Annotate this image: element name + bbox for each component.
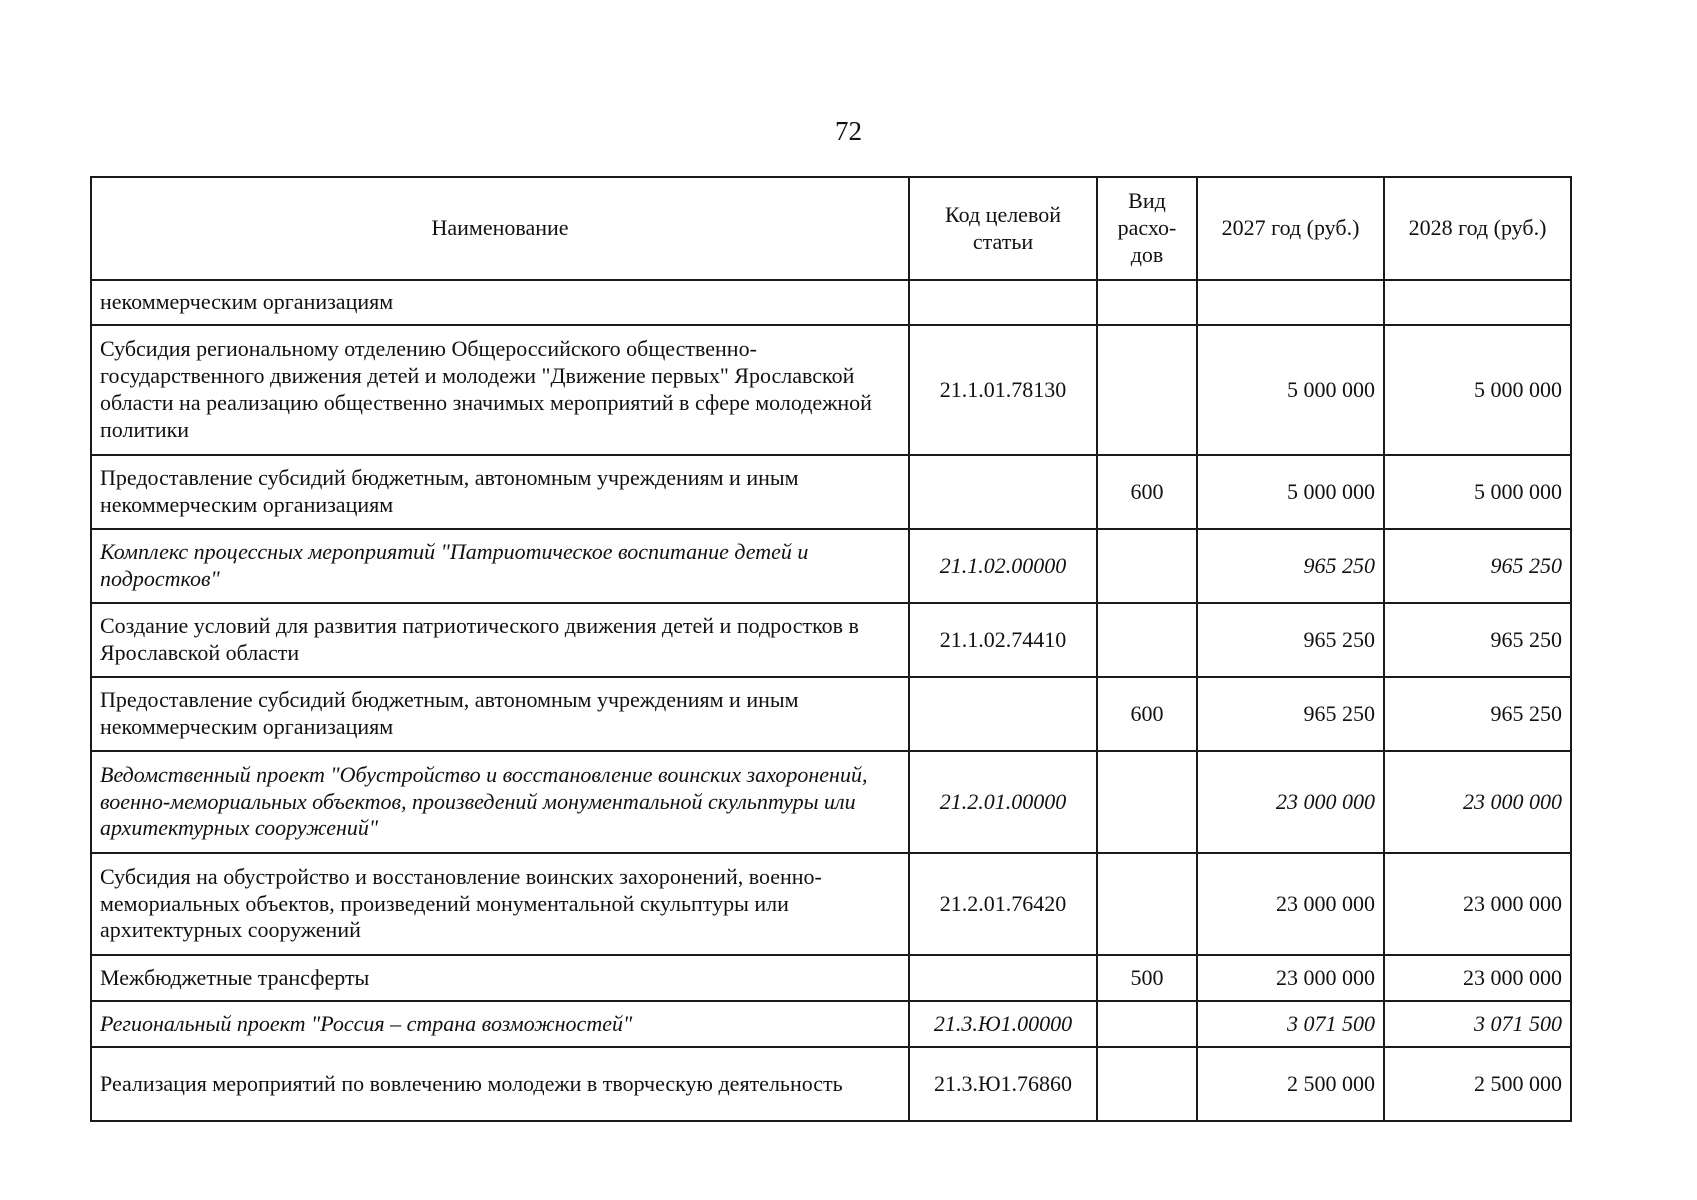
row-amount-2028: 23 000 000 [1384,751,1571,853]
row-expense-type: 500 [1097,955,1197,1001]
row-amount-2027: 5 000 000 [1197,455,1384,529]
table-row [91,853,1571,955]
row-amount-2027 [1197,280,1384,325]
row-name: Предоставление субсидий бюджетным, автономным учреждениям и иным некоммерческим организациям [91,677,909,751]
row-code [909,280,1097,325]
row-name: некоммерческим организациям [91,280,909,325]
row-expense-type [1097,853,1197,955]
table-header [91,177,1571,280]
row-amount-2028: 3 071 500 [1384,1001,1571,1047]
row-amount-2027: 5 000 000 [1197,325,1384,455]
row-code: 21.2.01.00000 [909,751,1097,853]
row-amount-2028: 965 250 [1384,603,1571,677]
row-amount-2028: 5 000 000 [1384,325,1571,455]
table-row [91,955,1571,1001]
row-amount-2027: 3 071 500 [1197,1001,1384,1047]
row-name: Субсидия на обустройство и восстановление воинских захоронений, военно-мемориальных объектов, произведений монументальной скульптуры или архитектурных сооружений [91,853,909,955]
budget-table [90,176,1572,1122]
row-code: 21.1.01.78130 [909,325,1097,455]
row-code [909,955,1097,1001]
row-code: 21.2.01.76420 [909,853,1097,955]
row-expense-type [1097,1047,1197,1121]
row-expense-type: 600 [1097,455,1197,529]
table-row [91,280,1571,325]
header-code: Код целевой статьи [909,177,1097,280]
row-expense-type [1097,325,1197,455]
row-amount-2028: 23 000 000 [1384,853,1571,955]
page-number: 72 [835,116,862,146]
row-amount-2028 [1384,280,1571,325]
row-name: Ведомственный проект "Обустройство и восстановление воинских захоронений, военно-мемориальных объектов, произведений монументальной скульптуры или архитектурных сооружений" [91,751,909,853]
header-row [91,177,1571,280]
table-row [91,1001,1571,1047]
table-row [91,751,1571,853]
table-row [91,677,1571,751]
row-code [909,677,1097,751]
header-expense-type: Вид расхо-дов [1097,177,1197,280]
row-amount-2028: 5 000 000 [1384,455,1571,529]
row-amount-2028: 965 250 [1384,529,1571,603]
header-year-2027: 2027 год (руб.) [1197,177,1384,280]
row-amount-2028: 965 250 [1384,677,1571,751]
row-name: Региональный проект "Россия – страна возможностей" [91,1001,909,1047]
table-row [91,603,1571,677]
row-name: Межбюджетные трансферты [91,955,909,1001]
row-amount-2027: 965 250 [1197,603,1384,677]
row-amount-2027: 2 500 000 [1197,1047,1384,1121]
row-name: Комплекс процессных мероприятий "Патриотическое воспитание детей и подростков" [91,529,909,603]
row-expense-type: 600 [1097,677,1197,751]
table-row [91,1047,1571,1121]
row-amount-2027: 23 000 000 [1197,955,1384,1001]
row-name: Субсидия региональному отделению Общероссийского общественно-государственного движения детей и молодежи "Движение первых" Ярославской области на реализацию общественно значимых мероприятий в сфере молодежной политики [91,325,909,455]
table-row [91,529,1571,603]
row-expense-type [1097,751,1197,853]
table-row [91,325,1571,455]
row-code: 21.3.Ю1.76860 [909,1047,1097,1121]
row-code [909,455,1097,529]
row-amount-2028: 2 500 000 [1384,1047,1571,1121]
row-name: Предоставление субсидий бюджетным, автономным учреждениям и иным некоммерческим организациям [91,455,909,529]
row-expense-type [1097,529,1197,603]
row-amount-2027: 23 000 000 [1197,853,1384,955]
row-name: Реализация мероприятий по вовлечению молодежи в творческую деятельность [91,1047,909,1121]
row-code: 21.1.02.00000 [909,529,1097,603]
row-amount-2027: 965 250 [1197,677,1384,751]
row-expense-type [1097,1001,1197,1047]
row-code: 21.1.02.74410 [909,603,1097,677]
row-expense-type [1097,603,1197,677]
header-year-2028: 2028 год (руб.) [1384,177,1571,280]
row-amount-2027: 965 250 [1197,529,1384,603]
row-code: 21.3.Ю1.00000 [909,1001,1097,1047]
row-amount-2028: 23 000 000 [1384,955,1571,1001]
row-name: Создание условий для развития патриотического движения детей и подростков в Ярославской области [91,603,909,677]
row-amount-2027: 23 000 000 [1197,751,1384,853]
table-row [91,455,1571,529]
table-body [91,280,1571,1121]
header-name: Наименование [91,177,909,280]
row-expense-type [1097,280,1197,325]
